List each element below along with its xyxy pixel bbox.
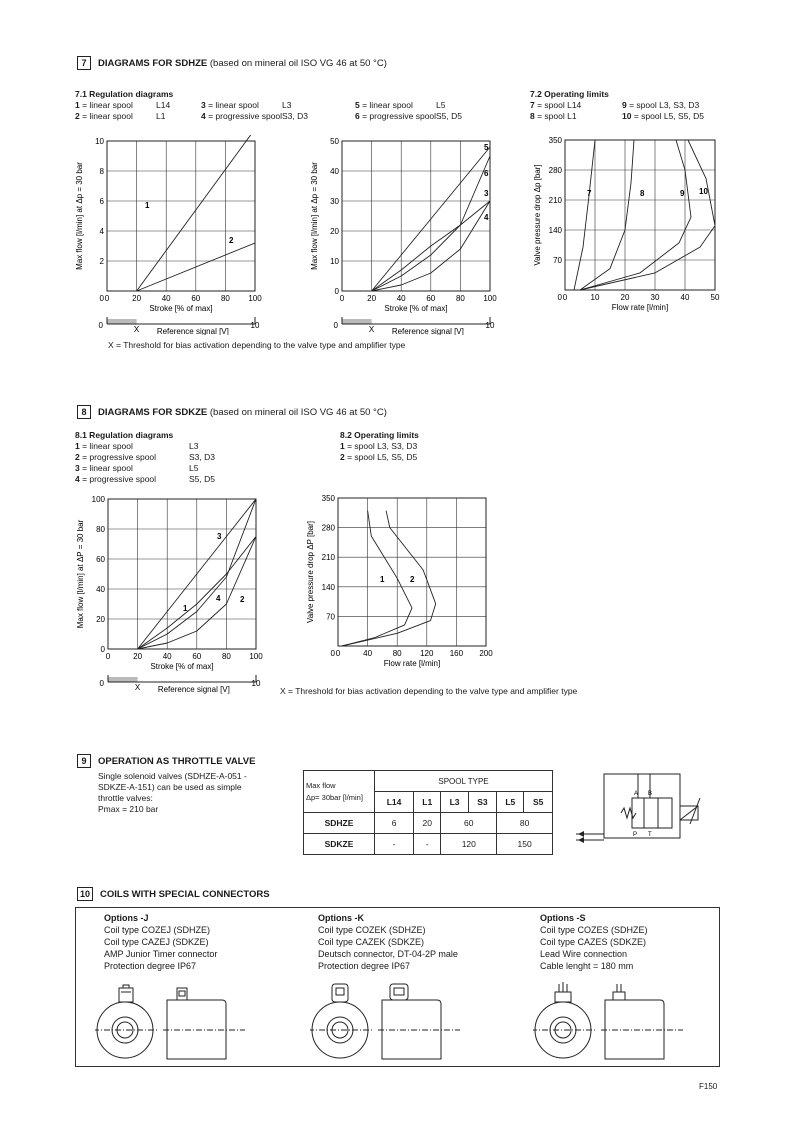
legend-text: = progressive spool bbox=[79, 474, 157, 484]
section-title: DIAGRAMS FOR SDHZE bbox=[98, 58, 208, 69]
threshold-note: X = Threshold for bias activation depending to the valve type and amplifier type bbox=[108, 340, 406, 350]
legend-entry bbox=[340, 441, 417, 451]
option-j bbox=[104, 912, 217, 972]
plot-frame bbox=[108, 499, 256, 649]
x-tick-label: 120 bbox=[420, 649, 434, 658]
ref-end-label: 10 bbox=[250, 321, 260, 330]
section-number: 9 bbox=[77, 754, 91, 768]
regulation-diagrams-heading: 7.1 Regulation diagrams bbox=[75, 89, 174, 99]
y-tick-label: 280 bbox=[548, 166, 562, 175]
x-tick-label: 20 bbox=[133, 652, 143, 661]
series-label: 3 bbox=[217, 532, 222, 541]
y-axis-label: Max flow [l/min] at Δp = 30 bar bbox=[75, 162, 84, 270]
y-tick-label: 80 bbox=[96, 525, 105, 534]
table-row bbox=[304, 813, 553, 834]
series-label: 2 bbox=[410, 575, 415, 584]
series-label: 6 bbox=[484, 169, 489, 178]
series-label: 10 bbox=[699, 187, 708, 196]
ref-end-label: 10 bbox=[251, 679, 261, 688]
x-tick-label: 80 bbox=[455, 294, 465, 303]
option-title: Options -K bbox=[318, 913, 364, 923]
option-line: Coil type CAZEK (SDKZE) bbox=[318, 937, 425, 947]
corner-line: Max flow bbox=[306, 780, 336, 790]
legend-entry bbox=[622, 111, 704, 121]
legend-text: = spool L5, S5, D5 bbox=[631, 111, 705, 121]
legend-number: 5 bbox=[355, 100, 360, 110]
series-line bbox=[580, 140, 634, 290]
legend-entry bbox=[201, 100, 259, 110]
coil-drawing-k bbox=[310, 980, 480, 1060]
y-tick-label: 20 bbox=[330, 227, 339, 236]
section-number: 7 bbox=[77, 56, 91, 70]
option-line: Protection degree IP67 bbox=[318, 961, 411, 971]
threshold-note: X = Threshold for bias activation depending to the valve type and amplifier type bbox=[280, 686, 578, 696]
table-cell: 80 bbox=[497, 813, 553, 834]
ref-threshold-marker: X bbox=[133, 325, 140, 334]
legend-text: = spool L1 bbox=[534, 111, 577, 121]
plot-frame bbox=[342, 141, 490, 291]
chart-grid bbox=[338, 498, 486, 646]
reference-signal-bar bbox=[99, 317, 260, 335]
reference-signal-bar bbox=[334, 317, 495, 335]
chart-grid bbox=[565, 140, 715, 290]
y-tick-label: 140 bbox=[548, 226, 562, 235]
y-tick-label: 60 bbox=[96, 555, 105, 564]
chart-grid bbox=[342, 141, 490, 291]
col-header: S5 bbox=[524, 792, 553, 813]
y-axis-label: Max flow [l/min] at Δp = 30 bar bbox=[310, 162, 319, 270]
legend-code: L5 bbox=[436, 100, 446, 110]
desc-line: throttle valves: bbox=[98, 793, 153, 803]
ref-threshold-marker: X bbox=[134, 683, 141, 692]
y-axis-label: Valve pressure drop ΔP [bar] bbox=[306, 521, 315, 623]
regulation-diagrams-heading: 8.1 Regulation diagrams bbox=[75, 430, 174, 440]
chart-grid bbox=[108, 499, 256, 649]
section-9-header bbox=[77, 754, 255, 768]
legend-entry bbox=[622, 100, 699, 110]
legend-text: = linear spool bbox=[79, 100, 133, 110]
legend-entry bbox=[530, 100, 581, 110]
table-cell: - bbox=[414, 834, 441, 855]
option-title: Options -J bbox=[104, 913, 149, 923]
x-tick-label: 0 bbox=[105, 652, 111, 661]
chart-sdhze-regulation-small bbox=[70, 135, 270, 335]
y-tick-label: 0 bbox=[100, 645, 105, 654]
option-line: Coil type COZES (SDHZE) bbox=[540, 925, 648, 935]
legend-number: 1 bbox=[75, 441, 80, 451]
x-tick-label: 40 bbox=[363, 649, 373, 658]
series-label: 1 bbox=[145, 201, 150, 210]
series-label: 1 bbox=[380, 575, 385, 584]
y-tick-label: 0 bbox=[557, 293, 562, 302]
option-line: Coil type COZEJ (SDHZE) bbox=[104, 925, 211, 935]
series-label: 4 bbox=[484, 213, 489, 222]
y-tick-label: 70 bbox=[553, 256, 562, 265]
legend-number: 2 bbox=[75, 452, 80, 462]
x-axis-label: Stroke [% of max] bbox=[150, 662, 214, 671]
legend-number: 6 bbox=[355, 111, 360, 121]
y-tick-label: 280 bbox=[321, 523, 335, 533]
chart-sdhze-operating-limits bbox=[525, 130, 725, 325]
x-tick-label: 40 bbox=[680, 293, 690, 302]
legend-code: S5, D5 bbox=[436, 111, 462, 121]
x-tick-label: 20 bbox=[132, 294, 142, 303]
series-label: 9 bbox=[680, 189, 685, 198]
series-label: 5 bbox=[484, 143, 489, 152]
legend-number: 3 bbox=[75, 463, 80, 473]
series-label: 1 bbox=[183, 604, 188, 613]
x-tick-label: 50 bbox=[710, 293, 720, 302]
y-tick-label: 210 bbox=[548, 196, 562, 205]
chart-sdhze-regulation-large bbox=[305, 135, 505, 335]
desc-line: Single solenoid valves (SDHZE-A-051 - bbox=[98, 771, 247, 781]
ref-start-label: 0 bbox=[99, 679, 104, 688]
ref-end-label: 10 bbox=[485, 321, 495, 330]
option-title: Options -S bbox=[540, 913, 586, 923]
plot-frame bbox=[107, 141, 255, 291]
legend-entry bbox=[75, 452, 156, 462]
series-label: 8 bbox=[640, 189, 645, 198]
series-label: 2 bbox=[240, 595, 245, 604]
reference-signal-bar bbox=[100, 675, 261, 694]
legend-code: L14 bbox=[156, 100, 171, 110]
legend-code: L5 bbox=[189, 463, 199, 473]
section-subtitle: (based on mineral oil ISO VG 46 at 50 °C) bbox=[209, 58, 387, 69]
section-title: OPERATION AS THROTTLE VALVE bbox=[98, 756, 256, 767]
y-tick-label: 350 bbox=[321, 494, 335, 503]
y-tick-label: 100 bbox=[91, 495, 105, 504]
ref-threshold-marker: X bbox=[368, 325, 375, 334]
option-line: Coil type CAZES (SDKZE) bbox=[540, 937, 647, 947]
legend-number: 7 bbox=[530, 100, 535, 110]
legend-entry bbox=[75, 441, 133, 451]
series-label: 2 bbox=[229, 236, 234, 245]
x-axis-label: Stroke [% of max] bbox=[149, 304, 213, 313]
ref-signal-label: Reference signal [V] bbox=[157, 685, 230, 694]
table-corner-header bbox=[304, 771, 375, 813]
table-cell: 20 bbox=[414, 813, 441, 834]
legend-text: = linear spool bbox=[79, 441, 133, 451]
section-8-header bbox=[77, 405, 387, 419]
legend-number: 4 bbox=[75, 474, 80, 484]
coil-drawing-j bbox=[95, 980, 265, 1060]
legend-text: = spool L14 bbox=[534, 100, 582, 110]
throttle-valve-hydraulic-symbol bbox=[576, 768, 726, 850]
legend-code: L3 bbox=[189, 441, 199, 451]
legend-text: = linear spool bbox=[79, 463, 133, 473]
legend-entry bbox=[355, 100, 413, 110]
x-axis-label: Stroke [% of max] bbox=[384, 304, 448, 313]
legend-entry bbox=[355, 111, 436, 121]
table-cell: - bbox=[375, 834, 414, 855]
chart-sdkze-regulation bbox=[68, 492, 268, 702]
option-line: Cable lenght = 180 mm bbox=[540, 961, 634, 971]
legend-number: 1 bbox=[340, 441, 345, 451]
series-label: 3 bbox=[484, 189, 489, 198]
y-tick-label: 40 bbox=[96, 585, 105, 594]
series-label: 4 bbox=[216, 594, 221, 603]
legend-entry bbox=[75, 463, 133, 473]
x-tick-label: 40 bbox=[396, 294, 406, 303]
page-number: F150 bbox=[699, 1082, 718, 1091]
legend-text: = spool L3, S3, D3 bbox=[344, 441, 418, 451]
y-tick-label: 0 bbox=[330, 649, 335, 658]
x-tick-label: 20 bbox=[620, 293, 630, 302]
legend-text: = spool L3, S3, D3 bbox=[626, 100, 700, 110]
x-tick-label: 60 bbox=[426, 294, 436, 303]
x-tick-label: 0 bbox=[335, 649, 341, 658]
x-axis-label: Flow rate [l/min] bbox=[383, 659, 441, 668]
legend-text: = linear spool bbox=[79, 111, 133, 121]
legend-entry bbox=[201, 111, 282, 121]
y-tick-label: 8 bbox=[99, 167, 104, 176]
x-tick-label: 200 bbox=[479, 649, 493, 658]
series-line bbox=[342, 511, 412, 646]
col-header: L1 bbox=[414, 792, 441, 813]
coil-drawing-s bbox=[533, 980, 703, 1060]
legend-text: = progressive spool bbox=[79, 452, 157, 462]
series-line bbox=[574, 140, 595, 290]
legend-code: S3, D3 bbox=[282, 111, 308, 121]
desc-line: Pmax = 210 bar bbox=[98, 804, 159, 814]
section-number: 8 bbox=[77, 405, 91, 419]
section-10-header bbox=[77, 887, 270, 901]
option-line: AMP Junior Timer connector bbox=[104, 949, 218, 959]
operating-limits-heading: 7.2 Operating limits bbox=[530, 89, 609, 99]
legend-text: = linear spool bbox=[359, 100, 413, 110]
legend-text: = progressive spool bbox=[205, 111, 283, 121]
x-tick-label: 40 bbox=[162, 652, 172, 661]
y-tick-label: 6 bbox=[99, 197, 104, 206]
bias-zone bbox=[342, 319, 372, 324]
spool-type-table bbox=[303, 770, 553, 855]
option-line: Deutsch connector, DT-04-2P male bbox=[318, 949, 458, 959]
y-tick-label: 0 bbox=[99, 294, 104, 303]
y-axis-label: Valve pressure drop Δp [bar] bbox=[533, 164, 542, 266]
x-tick-label: 0 bbox=[104, 294, 110, 303]
section-7-header bbox=[77, 56, 387, 70]
option-s bbox=[540, 912, 648, 972]
option-line: Lead Wire connection bbox=[540, 949, 628, 959]
legend-entry bbox=[75, 474, 156, 484]
legend-entry bbox=[530, 111, 577, 121]
y-tick-label: 20 bbox=[96, 615, 105, 624]
ref-signal-label: Reference signal [V] bbox=[391, 327, 464, 335]
legend-entry bbox=[75, 100, 133, 110]
legend-number: 4 bbox=[201, 111, 206, 121]
x-tick-label: 60 bbox=[192, 652, 202, 661]
y-tick-label: 30 bbox=[330, 197, 339, 206]
y-tick-label: 2 bbox=[99, 257, 104, 266]
x-tick-label: 100 bbox=[249, 652, 263, 661]
option-k bbox=[318, 912, 458, 972]
section-subtitle: (based on mineral oil ISO VG 46 at 50 °C) bbox=[209, 407, 387, 418]
series-line bbox=[342, 511, 436, 646]
option-line: Coil type CAZEJ (SDKZE) bbox=[104, 937, 209, 947]
x-tick-label: 80 bbox=[221, 652, 231, 661]
plot-frame bbox=[338, 498, 486, 646]
bias-zone bbox=[108, 677, 138, 682]
legend-number: 2 bbox=[340, 452, 345, 462]
x-tick-label: 80 bbox=[392, 649, 402, 658]
x-tick-label: 100 bbox=[483, 294, 497, 303]
x-tick-label: 100 bbox=[248, 294, 262, 303]
x-tick-label: 20 bbox=[367, 294, 377, 303]
option-line: Protection degree IP67 bbox=[104, 961, 197, 971]
col-header: L3 bbox=[441, 792, 468, 813]
operating-limits-heading: 8.2 Operating limits bbox=[340, 430, 419, 440]
legend-code: S5, D5 bbox=[189, 474, 215, 484]
y-tick-label: 140 bbox=[321, 582, 335, 592]
ref-start-label: 0 bbox=[98, 321, 103, 330]
legend-text: = linear spool bbox=[205, 100, 259, 110]
y-tick-label: 40 bbox=[330, 167, 339, 176]
plot-frame bbox=[565, 140, 715, 290]
legend-entry bbox=[340, 452, 417, 462]
x-tick-label: 0 bbox=[339, 294, 345, 303]
y-axis-label: Max flow [l/min] at ΔP = 30 bar bbox=[76, 519, 85, 629]
chart-sdkze-operating-limits bbox=[296, 490, 496, 675]
table-cell: 120 bbox=[441, 834, 497, 855]
port-label: T bbox=[648, 832, 652, 838]
row-header: SDKZE bbox=[304, 834, 375, 855]
port-label: P bbox=[633, 832, 638, 838]
port-label: B bbox=[648, 791, 653, 797]
legend-code: S3, D3 bbox=[189, 452, 215, 462]
section-title: DIAGRAMS FOR SDKZE bbox=[98, 407, 208, 418]
x-tick-label: 10 bbox=[590, 293, 600, 302]
ref-start-label: 0 bbox=[333, 321, 338, 330]
port-label: A bbox=[634, 791, 639, 797]
y-tick-label: 0 bbox=[334, 287, 339, 296]
series-label: 7 bbox=[587, 189, 592, 198]
option-line: Coil type COZEK (SDHZE) bbox=[318, 925, 426, 935]
series-line bbox=[580, 140, 691, 290]
x-tick-label: 0 bbox=[562, 293, 568, 302]
section-number: 10 bbox=[77, 887, 93, 901]
x-tick-label: 60 bbox=[191, 294, 201, 303]
col-header: L5 bbox=[497, 792, 524, 813]
y-tick-label: 50 bbox=[330, 137, 339, 146]
y-tick-label: 70 bbox=[326, 612, 335, 622]
legend-code: L3 bbox=[282, 100, 292, 110]
table-cell: 60 bbox=[441, 813, 497, 834]
legend-text: = progressive spool bbox=[359, 111, 437, 121]
y-tick-label: 350 bbox=[548, 136, 562, 145]
chart-grid bbox=[107, 141, 255, 291]
legend-code: L1 bbox=[156, 111, 166, 121]
x-tick-label: 160 bbox=[449, 649, 464, 658]
legend-entry bbox=[75, 111, 133, 121]
legend-number: 9 bbox=[622, 100, 627, 110]
legend-number: 2 bbox=[75, 111, 80, 121]
x-tick-label: 40 bbox=[161, 294, 171, 303]
col-header: L14 bbox=[375, 792, 414, 813]
ref-signal-label: Reference signal [V] bbox=[156, 327, 229, 335]
row-header: SDHZE bbox=[304, 813, 375, 834]
y-tick-label: 10 bbox=[330, 257, 339, 266]
corner-line: Δp= 30bar [l/min] bbox=[306, 792, 363, 802]
legend-number: 3 bbox=[201, 100, 206, 110]
col-header: S3 bbox=[468, 792, 497, 813]
x-tick-label: 80 bbox=[220, 294, 230, 303]
spool-type-header: SPOOL TYPE bbox=[375, 771, 553, 792]
x-axis-label: Flow rate [l/min] bbox=[611, 303, 669, 312]
table-cell: 150 bbox=[497, 834, 553, 855]
bias-zone bbox=[107, 319, 137, 324]
section-title: COILS WITH SPECIAL CONNECTORS bbox=[100, 889, 270, 900]
legend-number: 8 bbox=[530, 111, 535, 121]
y-tick-label: 10 bbox=[95, 137, 104, 146]
legend-text: = spool L5, S5, D5 bbox=[344, 452, 418, 462]
table-cell: 6 bbox=[375, 813, 414, 834]
x-tick-label: 30 bbox=[650, 293, 660, 302]
table-row bbox=[304, 834, 553, 855]
desc-line: SDKZE-A-151) can be used as simple bbox=[98, 782, 242, 792]
y-tick-label: 210 bbox=[321, 553, 335, 563]
legend-number: 10 bbox=[622, 111, 632, 121]
legend-number: 1 bbox=[75, 100, 80, 110]
throttle-description bbox=[98, 771, 276, 815]
y-tick-label: 4 bbox=[99, 227, 104, 236]
